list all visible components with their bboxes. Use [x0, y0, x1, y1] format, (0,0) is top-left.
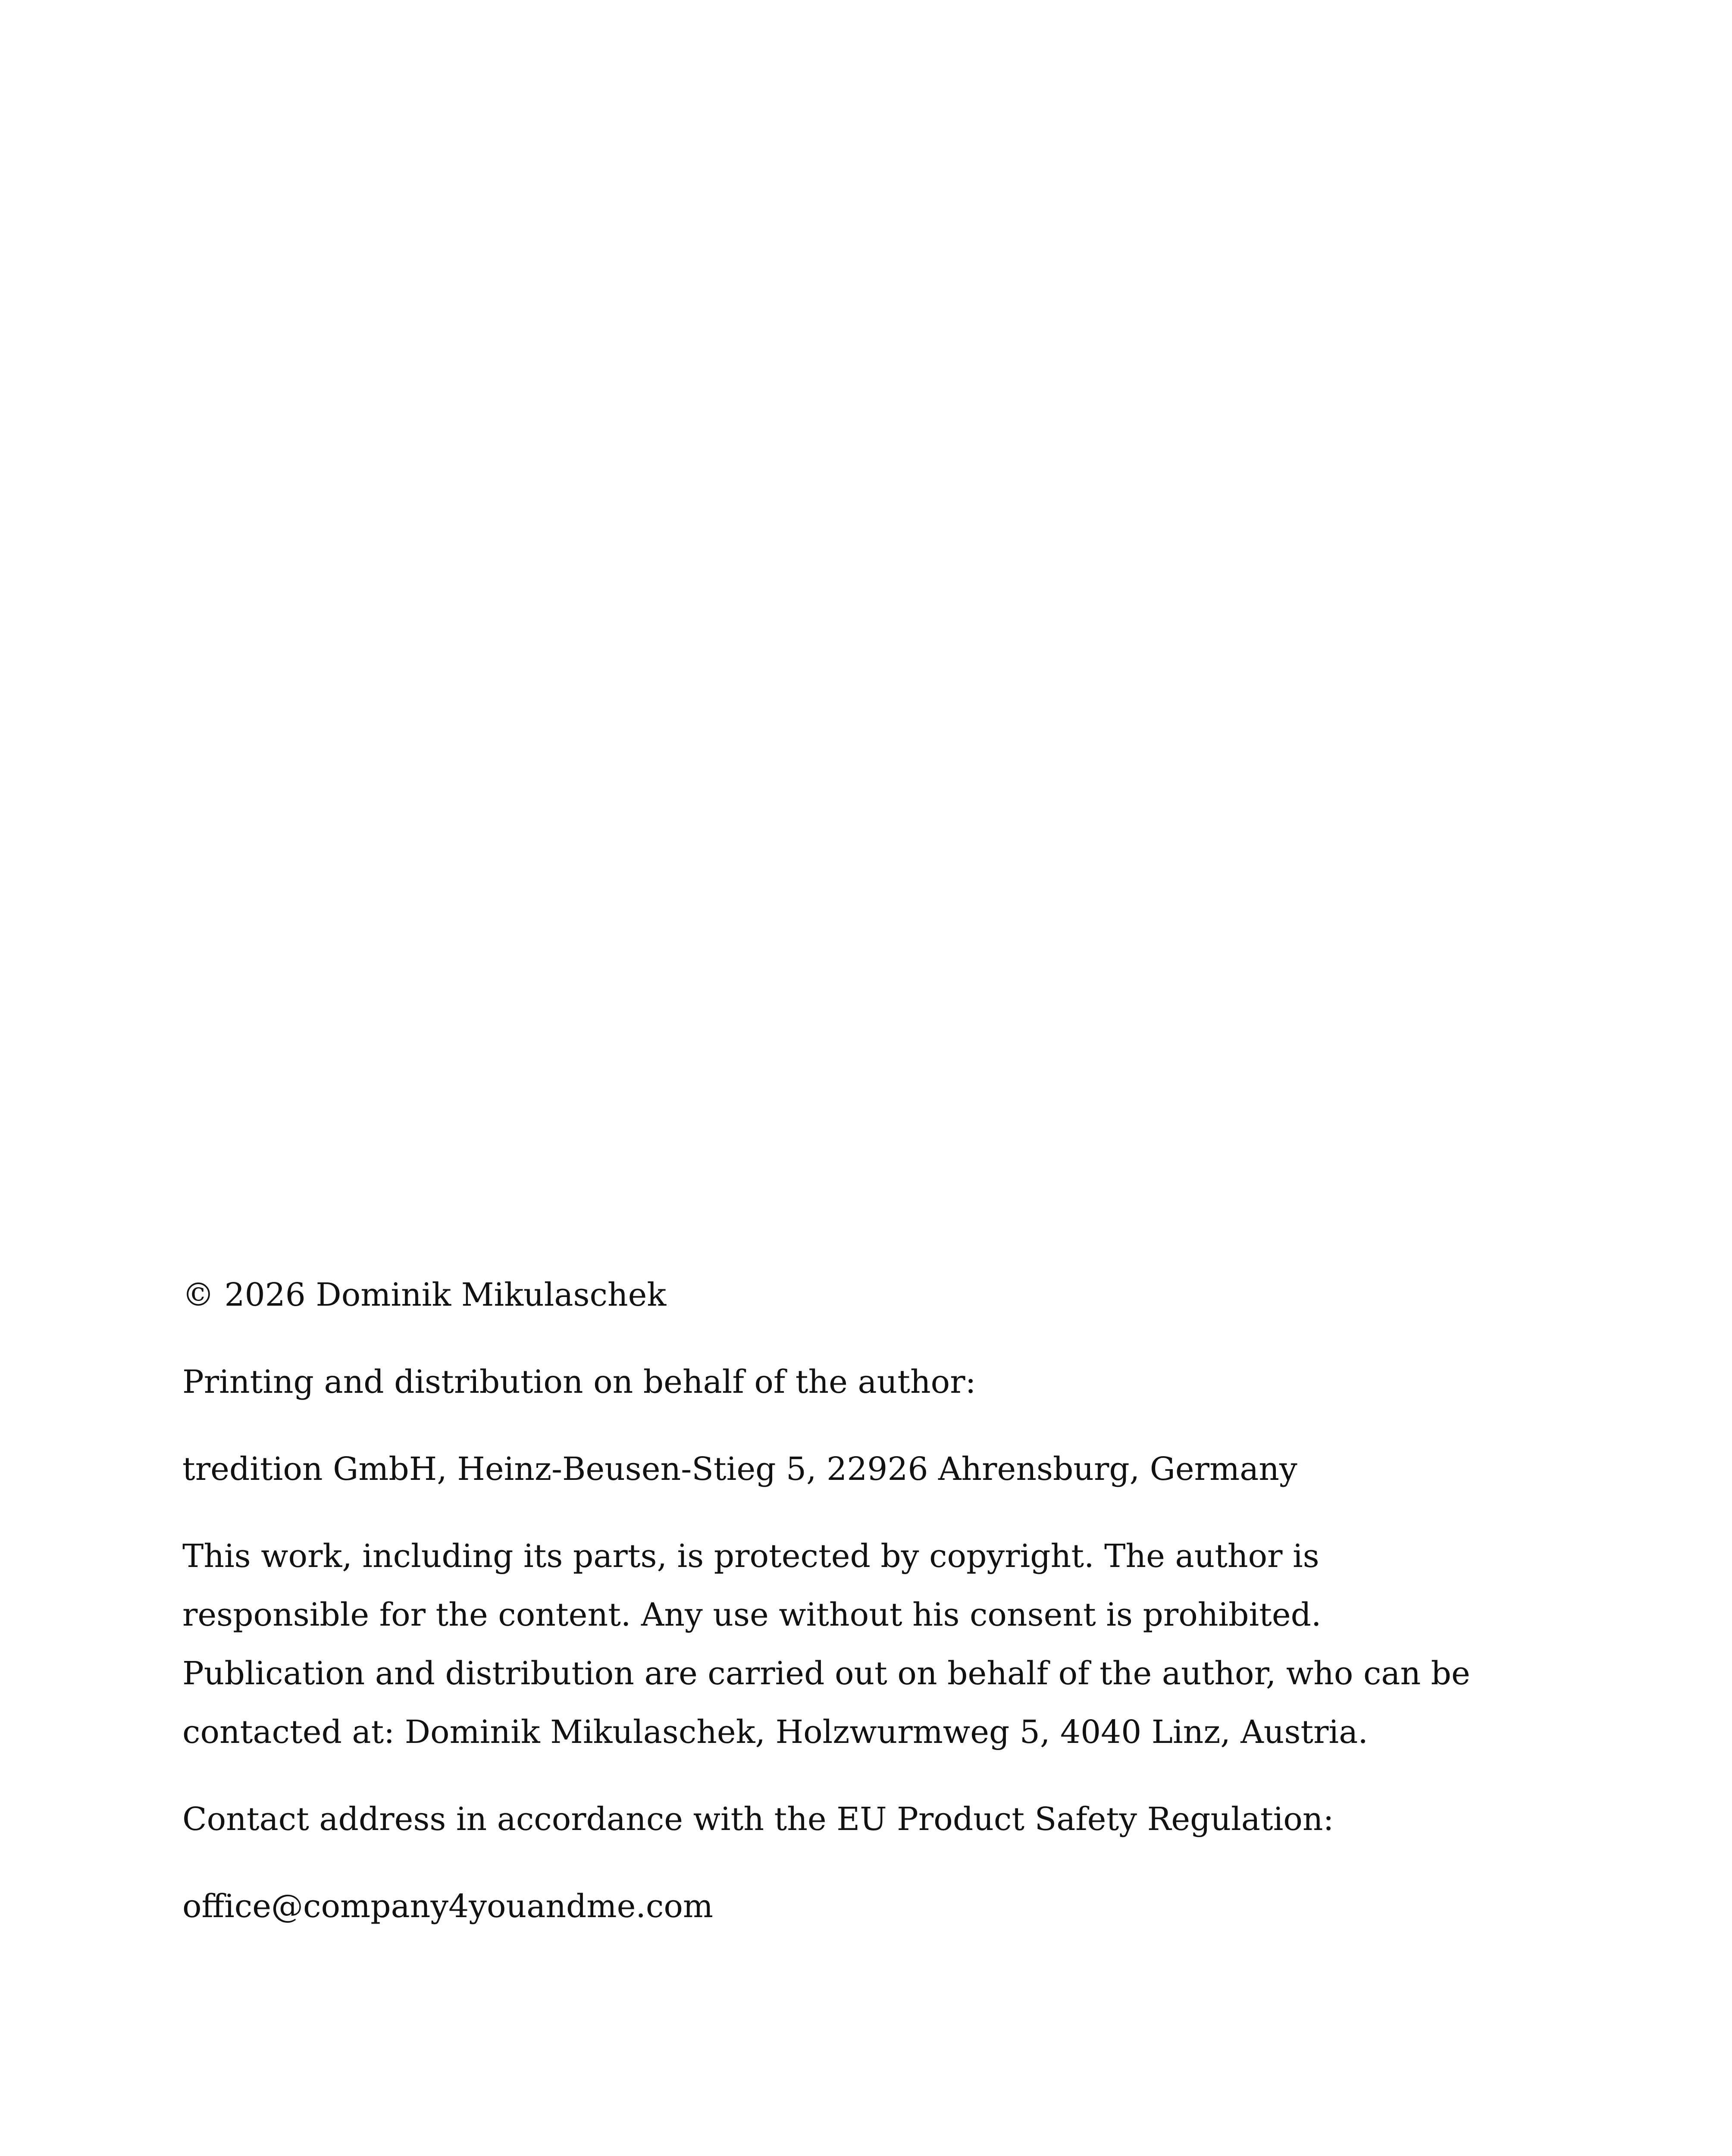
copyright-notice-line: responsible for the content. Any use without his consent is prohibited.: [182, 1596, 1322, 1633]
imprint-block: [182, 1266, 1562, 1964]
contact-label: Contact address in accordance with the EU Product Safety Regulation:: [182, 1801, 1334, 1838]
copyright-notice-line: contacted at: Dominik Mikulaschek, Holzwurmweg 5, 4040 Linz, Austria.: [182, 1714, 1368, 1751]
copyright-notice: [182, 1527, 1562, 1761]
printing-label: Printing and distribution on behalf of the author:: [182, 1363, 976, 1401]
copyright-notice-line: Publication and distribution are carried out on behalf of the author, who can be: [182, 1655, 1470, 1692]
copyright-notice-line: This work, including its parts, is protected by copyright. The author is: [182, 1538, 1319, 1575]
publisher-address: tredition GmbH, Heinz-Beusen-Stieg 5, 22926 Ahrensburg, Germany: [182, 1451, 1297, 1488]
contact-email: office@company4youandme.com: [182, 1888, 714, 1925]
copyright-line: © 2026 Dominik Mikulaschek: [182, 1276, 667, 1313]
